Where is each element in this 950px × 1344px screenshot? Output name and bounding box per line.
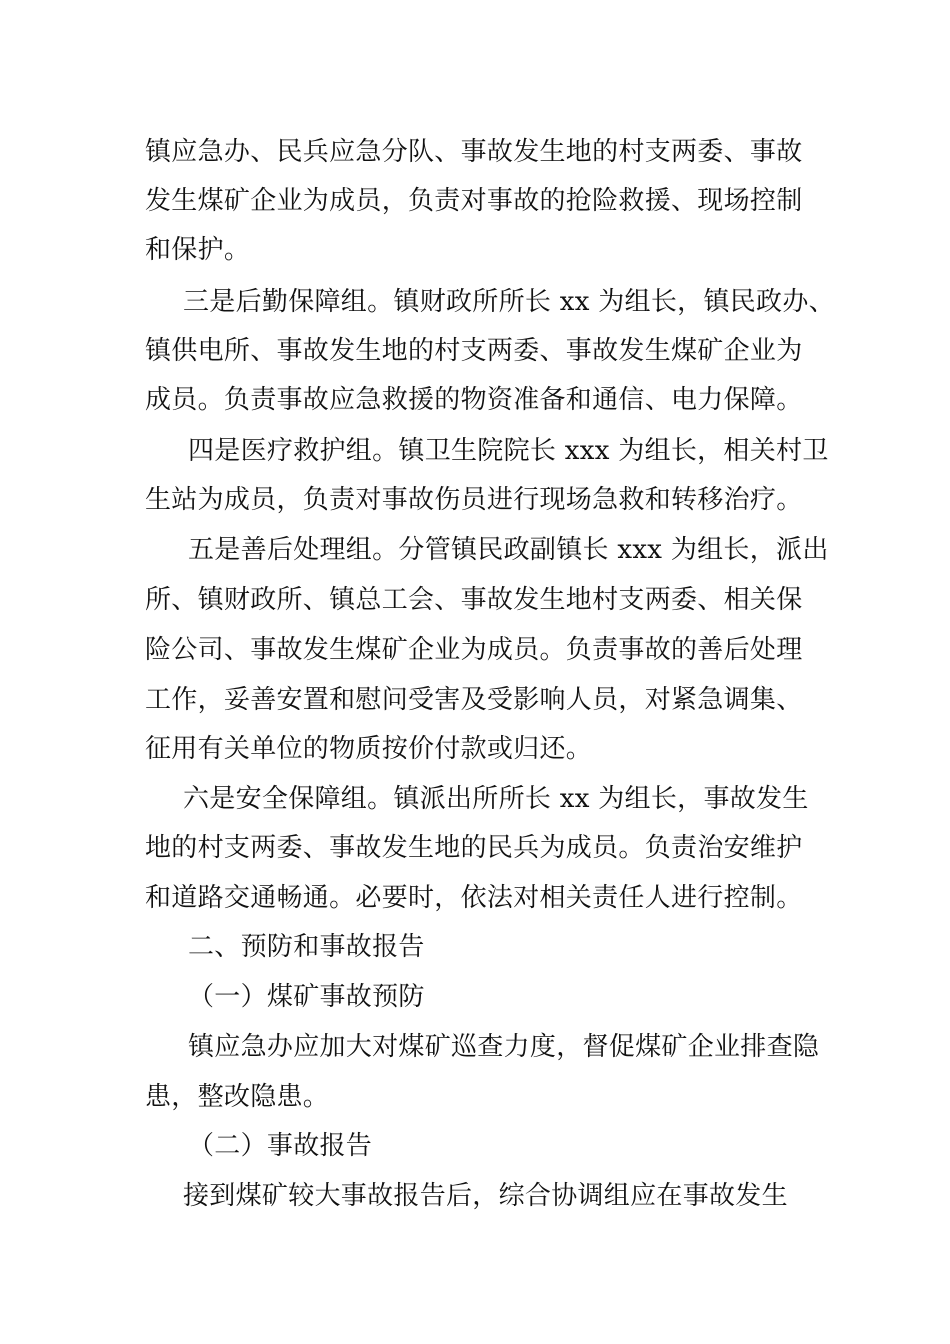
text-line: 发生煤矿企业为成员，负责对事故的抢险救援、现场控制 bbox=[145, 186, 803, 216]
text-line: 和道路交通畅通。必要时，依法对相关责任人进行控制。 bbox=[145, 883, 803, 913]
subsection-heading: （二）事故报告 bbox=[188, 1131, 373, 1161]
text-line: 和保护。 bbox=[145, 235, 251, 265]
paragraph-start: 镇应急办应加大对煤矿巡查力度，督促煤矿企业排查隐 bbox=[188, 1032, 820, 1062]
text-line: 镇供电所、事故发生地的村支两委、事故发生煤矿企业为 bbox=[145, 336, 803, 366]
text-line: 险公司、事故发生煤矿企业为成员。负责事故的善后处理 bbox=[145, 635, 803, 665]
text-line: 征用有关单位的物质按价付款或归还。 bbox=[145, 734, 593, 764]
section-heading: 二、预防和事故报告 bbox=[188, 932, 425, 962]
text-line: 生站为成员，负责对事故伤员进行现场急救和转移治疗。 bbox=[145, 485, 803, 515]
text-line: 成员。负责事故应急救援的物资准备和通信、电力保障。 bbox=[145, 385, 803, 415]
paragraph-start: 接到煤矿较大事故报告后，综合协调组应在事故发生 bbox=[183, 1181, 788, 1211]
text-line: 地的村支两委、事故发生地的民兵为成员。负责治安维护 bbox=[145, 833, 803, 863]
text-line: 所、镇财政所、镇总工会、事故发生地村支两委、相关保 bbox=[145, 585, 803, 615]
text-line: 镇应急办、民兵应急分队、事故发生地的村支两委、事故 bbox=[145, 137, 803, 167]
text-line: 患，整改隐患。 bbox=[145, 1082, 330, 1112]
text-line: 工作，妥善安置和慰问受害及受影响人员，对紧急调集、 bbox=[145, 685, 803, 715]
paragraph-start: 六是安全保障组。镇派出所所长 xx 为组长，事故发生 bbox=[183, 784, 809, 814]
subsection-heading: （一）煤矿事故预防 bbox=[188, 982, 425, 1012]
paragraph-start: 五是善后处理组。分管镇民政副镇长 xxx 为组长，派出 bbox=[188, 535, 829, 565]
paragraph-start: 三是后勤保障组。镇财政所所长 xx 为组长，镇民政办、 bbox=[183, 287, 835, 317]
paragraph-start: 四是医疗救护组。镇卫生院院长 xxx 为组长，相关村卫 bbox=[188, 436, 829, 466]
